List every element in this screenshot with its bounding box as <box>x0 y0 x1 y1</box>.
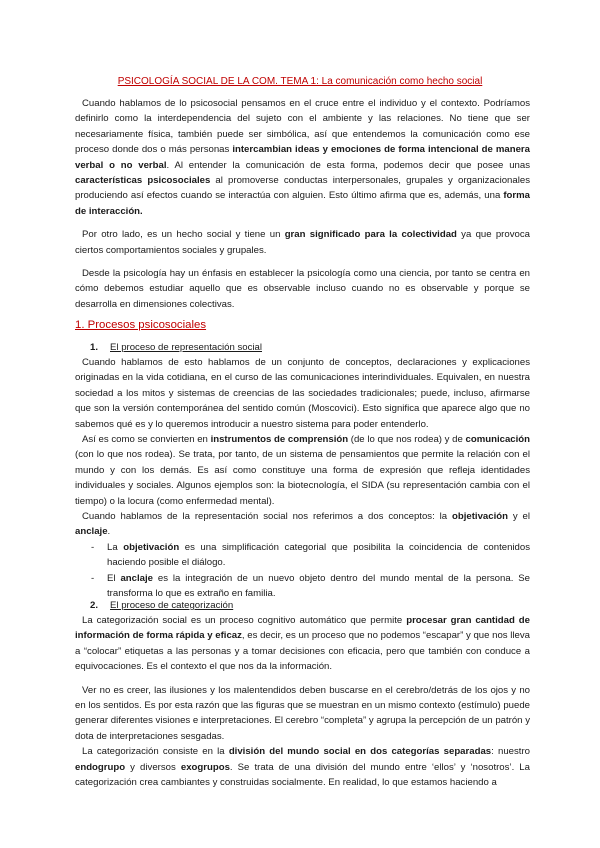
categorization-paragraph-2: Ver no es creer, las ilusiones y los malentendidos deben buscarse en el cerebro/detrás de los ojos y no en los sentidos. Es por esta razón que las figuras que se muestran en un mismo contexto (estímulo) puede generar diferentes visiones e interpretaciones. El cerebro “completa” y agrupa la percepción de un patrón y dota de interpretaciones sesgadas. <box>75 684 530 742</box>
categorization-paragraph-3: La categorización consiste en la división del mundo social en dos categorías separadas: nuestro endogrupo y diversos exogrupos. Se trata de una división del mundo entre ‘ellos’ y ‘nosotros’. La categorización crea cambiantes y construidas socialmente. En realidad, lo que estamos haciendo a <box>75 746 530 789</box>
list-item: - La objetivación es una simplificación categorial que posibilita la coincidencia de contenidos haciendo posible el diálogo. <box>91 541 530 569</box>
representation-paragraph-1: Cuando hablamos de esto hablamos de un conjunto de conceptos, declaraciones y explicaciones originadas en la vida cotidiana, en el curso de las comunicaciones interindividuales. Equivalen, en nuestra sociedad a los mitos y sistemas de creencias de las sociedades tradicionales; puede, incluso, afirmarse que son la versión contemporánea del sentido común (Moscovici). Esto significa que aparece algo que no sabemos qué es y lo queremos introducir a nuestro sistema para poder entenderlo. <box>75 357 530 430</box>
section-heading: 1. Procesos psicosociales <box>75 319 207 331</box>
intro-section <box>75 96 530 312</box>
subsection-2-body <box>75 613 530 790</box>
subsection-2-heading: 2. El proceso de categorización <box>90 600 234 611</box>
subsection-1-heading: 1. El proceso de representación social <box>90 342 262 353</box>
subsection-1-body <box>75 355 530 602</box>
concept-list <box>91 540 530 602</box>
list-item: - El anclaje es la integración de un nuevo objeto dentro del mundo mental de la persona. Se transforma lo que es extraño en familia. <box>91 572 530 600</box>
categorization-paragraph-1: La categorización social es un proceso cognitivo automático que permite procesar gran cantidad de información de forma rápida y eficaz, es decir, es un proceso que no podemos “escapar” y que nos lleva a “colocar” etiquetas a las personas y a tomar decisiones con eficacia, pero que también con conduce a equivocaciones. Es el contexto el que nos da la información. <box>75 615 531 673</box>
representation-paragraph-2: Así es como se convierten en instrumentos de comprensión (de lo que nos rodea) y de comunicación (con lo que nos rodea). Se trata, por tanto, de un sistema de pensamientos que permite la relación con el mundo y con los demás. Es así como constituye una forma de expresión que refleja identidades individuales y sociales. Algunos ejemplos son: la biotecnología, el SIDA (su representación cambia con el tiempo) o la locura (como enfermedad mental). <box>75 434 531 507</box>
intro-paragraph-3: Desde la psicología hay un énfasis en establecer la psicología como una ciencia, por tanto se centra en cómo debemos estudiar aquello que es observable incluso cuando no es observable y porque se desarrolla en dimensiones colectivas. <box>75 268 530 310</box>
intro-paragraph-1: Cuando hablamos de lo psicosocial pensamos en el cruce entre el individuo y el contexto. Podríamos definirlo como la interdependencia del sujeto con el ambiente y las relaciones. No tiene que ser necesariamente física, también puede ser simbólica, así que entendemos la comunicación como ese proceso donde dos o más personas intercambian ideas y emociones de forma intencional de manera verbal o no verbal. Al entender la comunicación de esta forma, podemos decir que posee unas características psicosociales al promoverse conductas interpersonales, grupales y organizacionales produciendo así efectos cuando se interactúa con alguien. Esto último afirma que es, además, una forma de interacción. <box>75 98 530 217</box>
representation-paragraph-3: Cuando hablamos de la representación social nos referimos a dos conceptos: la objetivación y el anclaje. <box>75 511 530 538</box>
intro-paragraph-2: Por otro lado, es un hecho social y tiene un gran significado para la colectividad ya que provoca ciertos comportamientos sociales y grupales. <box>75 229 530 256</box>
document-title: PSICOLOGÍA SOCIAL DE LA COM. TEMA 1: La comunicación como hecho social <box>117 76 483 87</box>
